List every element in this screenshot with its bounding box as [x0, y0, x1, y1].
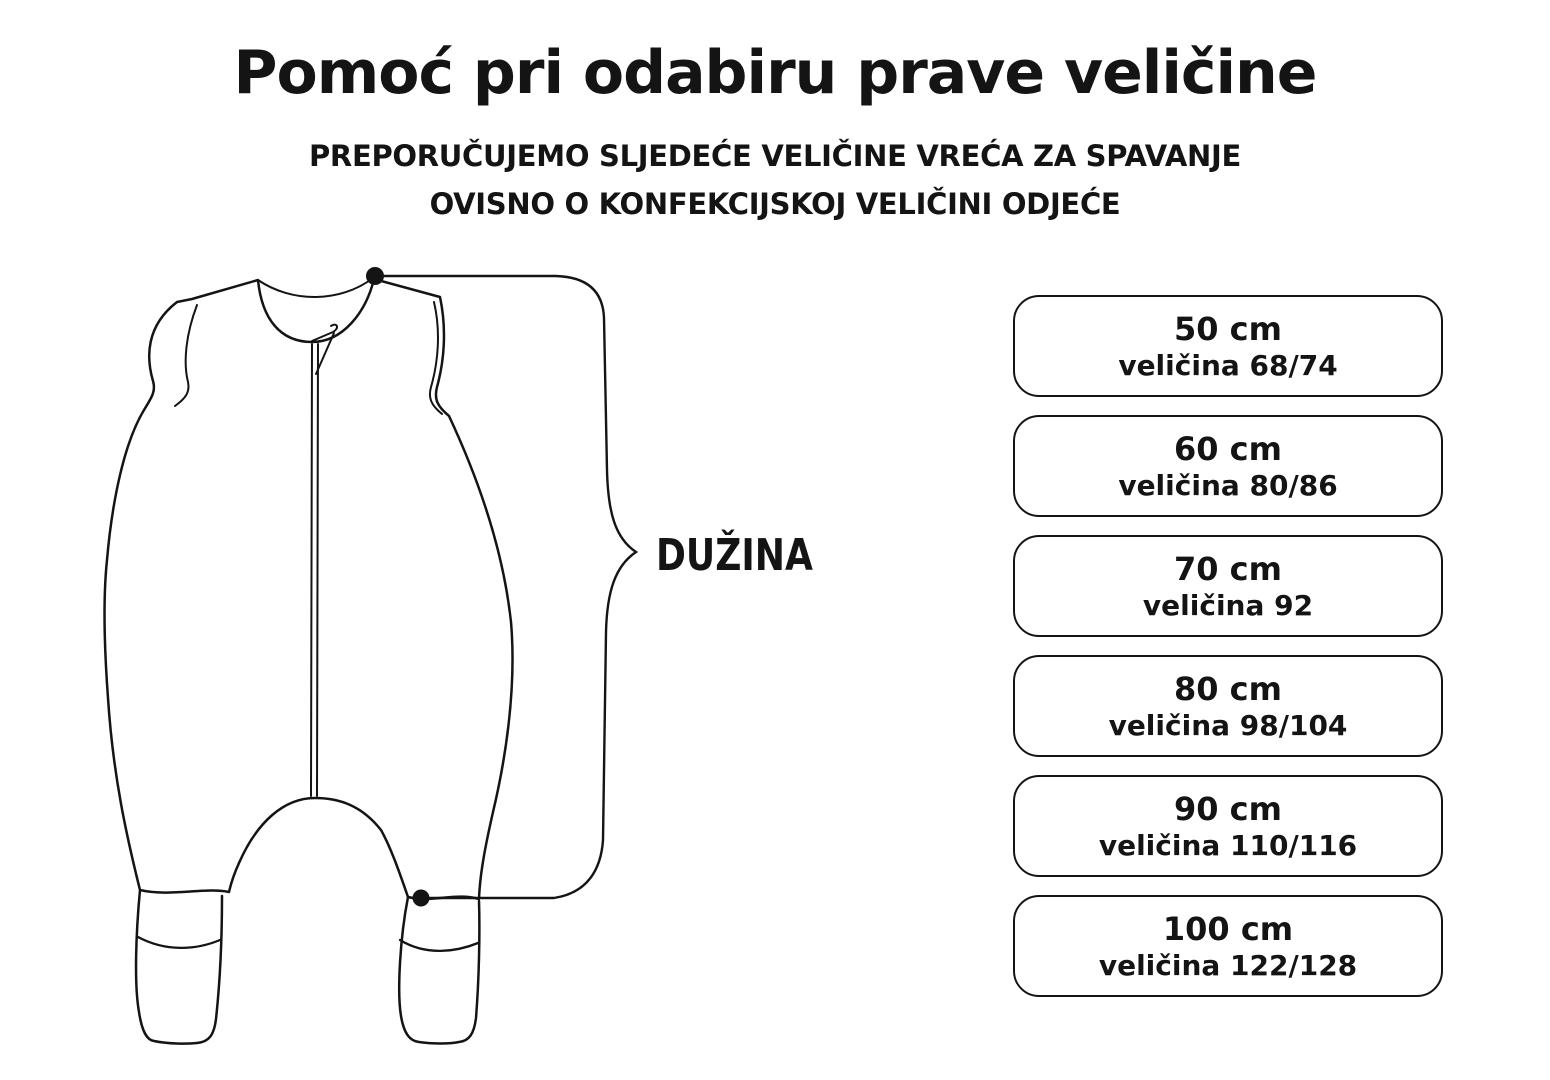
size-card-70	[1013, 535, 1443, 637]
zipper-flap	[312, 325, 337, 374]
size-clothing-label: veličina 122/128	[1098, 948, 1358, 982]
page-subtitle	[0, 132, 1550, 228]
size-card-50	[1013, 295, 1443, 397]
size-clothing-label: veličina 110/116	[1098, 828, 1358, 862]
size-length-label: 80 cm	[1174, 669, 1282, 708]
length-measure	[366, 267, 813, 907]
page-title: Pomoć pri odabiru prave veličine	[233, 38, 1317, 108]
size-card-90	[1013, 775, 1443, 877]
size-length-label: 90 cm	[1174, 789, 1282, 828]
leg-measure-dot	[413, 890, 430, 907]
size-card-80	[1013, 655, 1443, 757]
size-list	[1013, 295, 1443, 1015]
size-length-label: 100 cm	[1162, 909, 1294, 948]
right-foot-cuff	[399, 897, 479, 1044]
size-length-label: 50 cm	[1174, 309, 1282, 348]
right-foot-fold-line	[400, 940, 478, 951]
size-length-label: 70 cm	[1174, 549, 1282, 588]
size-clothing-label: veličina 92	[1142, 588, 1314, 622]
size-clothing-label: veličina 68/74	[1118, 348, 1338, 382]
left-foot-fold-line	[138, 937, 220, 948]
size-clothing-label: veličina 98/104	[1108, 708, 1348, 742]
subtitle-line-2: OVISNO O KONFEKCIJSKOJ VELIČINI ODJEĆE	[429, 187, 1121, 221]
shoulder-measure-dot	[366, 267, 384, 285]
back-neckline-line	[258, 278, 373, 297]
left-foot-cuff	[136, 890, 222, 1044]
size-card-60	[1013, 415, 1443, 517]
zipper-line	[311, 344, 318, 796]
size-length-label: 60 cm	[1174, 429, 1282, 468]
sleeping-bag-diagram	[60, 252, 820, 1062]
length-label: DUŽINA	[656, 530, 813, 581]
size-clothing-label: veličina 80/86	[1118, 468, 1338, 502]
sleeping-bag-outline	[104, 279, 512, 899]
size-card-100	[1013, 895, 1443, 997]
subtitle-line-1: PREPORUČUJEMO SLJEDEĆE VELIČINE VREĆA ZA SPAVANJE	[308, 139, 1242, 173]
left-armhole-inner-line	[175, 305, 197, 406]
